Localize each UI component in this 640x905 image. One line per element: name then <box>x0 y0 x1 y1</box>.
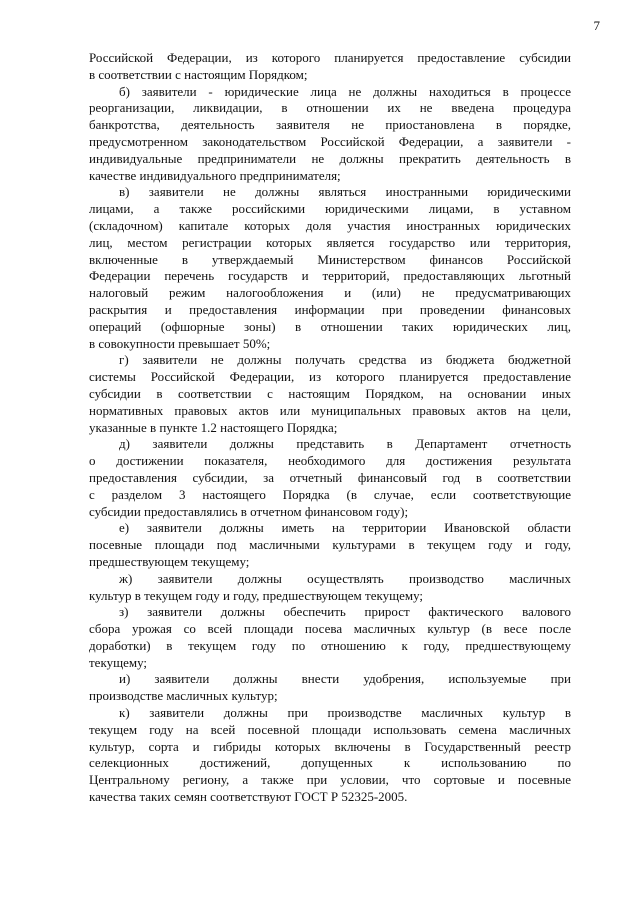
text-line: нормативных правовых актов или муниципальных правовых актов на цели, <box>89 402 571 418</box>
text-line: в соответствии с настоящим Порядком; <box>89 66 308 82</box>
paragraph-item-e <box>89 520 571 570</box>
text-line: б) заявители - юридические лица не должны находиться в процессе <box>119 83 571 99</box>
text-line: з) заявители должны обеспечить прирост фактического валового <box>119 604 571 620</box>
paragraph-continuation <box>89 50 571 84</box>
text-line: банкротства, деятельность заявителя не приостановлена в порядке, <box>89 117 571 133</box>
text-line: качества таких семян соответствуют ГОСТ Р 52325-2005. <box>89 789 408 805</box>
text-line: реорганизации, ликвидации, в отношении их не введена процедура <box>89 100 571 116</box>
text-line: сбора урожая со всей площади посева масличных культур (в весе после <box>89 621 571 637</box>
text-line: производстве масличных культур; <box>89 688 278 704</box>
text-line: указанные в пункте 1.2 настоящего Порядка; <box>89 419 338 435</box>
text-line: культур в текущем году и году, предшествующем текущему; <box>89 587 424 603</box>
text-line: лиц, местом регистрации которых является государство или территория, <box>89 234 571 250</box>
text-line: субсидии предоставлялись в отчетном финансовом году); <box>89 503 409 519</box>
text-line: в) заявители не должны являться иностранными юридическими <box>119 184 571 200</box>
text-line: культур, сорта и гибриды которых включены в Государственный реестр <box>89 738 571 754</box>
text-line: текущему; <box>89 654 148 670</box>
paragraph-item-g <box>89 352 571 436</box>
paragraph-item-i <box>89 671 571 705</box>
text-line: доработки) в текущем году по отношению к году, предшествующему <box>89 637 571 653</box>
text-line: Федерации перечень государств и территорий, предоставляющих льготный <box>89 268 571 284</box>
text-line: г) заявители не должны получать средства из бюджета бюджетной <box>119 352 571 368</box>
text-line: Центральному региону, а также при условии, что сортовые и посевные <box>89 772 571 788</box>
text-line: (складочном) капитале которых доля участия иностранных юридических <box>89 217 571 233</box>
text-line: операций (офшорные зоны) в отношении таких юридических лиц, <box>89 318 571 334</box>
text-line: лицами, а также российскими юридическими лицами, в уставном <box>89 201 571 217</box>
paragraph-item-v <box>89 184 571 352</box>
text-line: субсидии в соответствии с настоящим Порядком, на основании иных <box>89 385 571 401</box>
text-line: селекционных достижений, допущенных к использованию по <box>89 755 571 771</box>
paragraph-item-b <box>89 84 571 185</box>
page-number: 7 <box>593 18 600 33</box>
text-line: текущем году на всей посевной площади использовать семена масличных <box>89 721 571 737</box>
text-line: включенные в утверждаемый Министерством финансов Российской <box>89 251 571 267</box>
text-line: Российской Федерации, из которого планируется предоставление субсидии <box>89 50 571 65</box>
text-line: е) заявители должны иметь на территории Ивановской области <box>119 520 571 536</box>
text-line: и) заявители должны внести удобрения, используемые при <box>119 671 571 687</box>
paragraph-item-d <box>89 436 571 520</box>
text-line: налоговый режим налогообложения и (или) не предусматривающих <box>89 285 571 301</box>
text-line: с разделом 3 настоящего Порядка (в случае, если соответствующие <box>89 486 571 502</box>
paragraph-item-z <box>89 604 571 671</box>
text-line: индивидуальные предприниматели не должны прекратить деятельность в <box>89 150 571 166</box>
paragraph-item-k <box>89 705 571 806</box>
text-line: предшествующем текущему; <box>89 553 250 569</box>
text-line: о достижении показателя, необходимого для достижения результата <box>89 453 571 469</box>
text-line: д) заявители должны представить в Департамент отчетность <box>119 436 571 452</box>
text-line: посевные площади под масличными культурами в текущем году и году, <box>89 537 571 553</box>
paragraph-item-zh <box>89 571 571 605</box>
text-line: ж) заявители должны осуществлять производство масличных <box>119 570 571 586</box>
text-line: предусмотренном законодательством Российской Федерации, а заявители - <box>89 133 571 149</box>
body-text <box>89 50 571 806</box>
text-line: в совокупности превышает 50%; <box>89 335 271 351</box>
text-line: качестве индивидуального предпринимателя; <box>89 167 341 183</box>
text-line: раскрытия и предоставления информации при проведении финансовых <box>89 301 571 317</box>
text-line: предоставления субсидии, за отчетный финансовый год в соответствии <box>89 469 571 485</box>
text-line: к) заявители должны при производстве масличных культур в <box>119 705 571 721</box>
text-line: системы Российской Федерации, из которого планируется предоставление <box>89 369 571 385</box>
